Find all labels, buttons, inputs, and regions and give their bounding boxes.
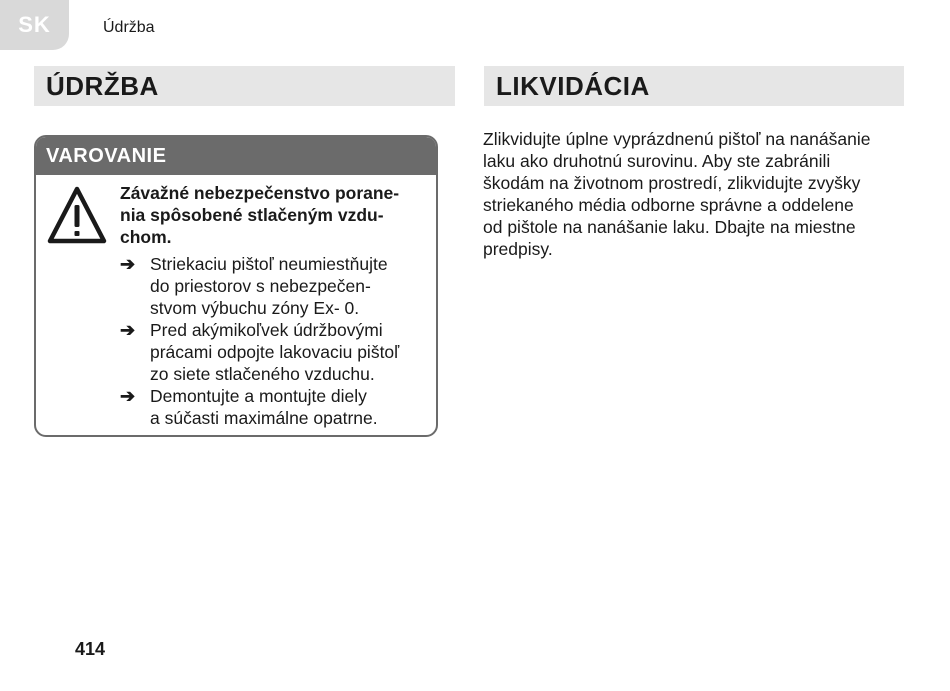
- paragraph-line: škodám na životnom prostredí, zlikvidujte zvyšky: [483, 173, 861, 193]
- warning-headline-line: Závažné nebezpečenstvo porane-: [120, 183, 400, 203]
- instruction-line: prácami odpojte lakovaciu pištoľ: [150, 342, 400, 362]
- paragraph-line: predpisy.: [483, 239, 553, 259]
- warning-headline-line: chom.: [120, 227, 172, 247]
- paragraph-line: od pištole na nanášanie laku. Dbajte na miestne: [483, 217, 856, 237]
- warning-headline: [120, 182, 430, 248]
- paragraph-line: Zlikvidujte úplne vyprázdnenú pištoľ na nanášanie: [483, 129, 871, 149]
- warning-triangle-icon: [46, 185, 108, 247]
- arrow-right-icon: ➔: [120, 320, 136, 340]
- warning-headline-line: nia spôsobené stlačeným vzdu-: [120, 205, 384, 225]
- maintenance-section-title: ÚDRŽBA: [34, 66, 455, 106]
- instruction-line: stvom výbuchu zóny Ex- 0.: [150, 298, 360, 318]
- instruction-line: do priestorov s nebezpečen-: [150, 276, 371, 296]
- running-header: Údržba: [103, 19, 155, 36]
- warning-instruction-item: [120, 385, 432, 429]
- instruction-line: zo siete stlačeného vzduchu.: [150, 364, 375, 384]
- instruction-line: Pred akýmikoľvek údržbovými: [150, 320, 383, 340]
- disposal-section-title: LIKVIDÁCIA: [484, 66, 904, 106]
- warning-box: [34, 135, 438, 437]
- instruction-line: a súčasti maximálne opatrne.: [150, 408, 378, 428]
- warning-instructions-list: [120, 253, 432, 429]
- paragraph-line: striekaného média odborne správne a oddelene: [483, 195, 854, 215]
- language-tab: SK: [0, 0, 69, 50]
- page-number: 414: [75, 639, 106, 659]
- warning-instruction-item: [120, 319, 432, 385]
- warning-header: VAROVANIE: [36, 137, 436, 175]
- arrow-right-icon: ➔: [120, 254, 136, 274]
- instruction-line: Demontujte a montujte diely: [150, 386, 367, 406]
- arrow-right-icon: ➔: [120, 386, 136, 406]
- disposal-paragraph: [483, 128, 908, 260]
- paragraph-line: laku ako druhotnú surovinu. Aby ste zabránili: [483, 151, 831, 171]
- warning-instruction-item: [120, 253, 432, 319]
- instruction-line: Striekaciu pištoľ neumiestňujte: [150, 254, 388, 274]
